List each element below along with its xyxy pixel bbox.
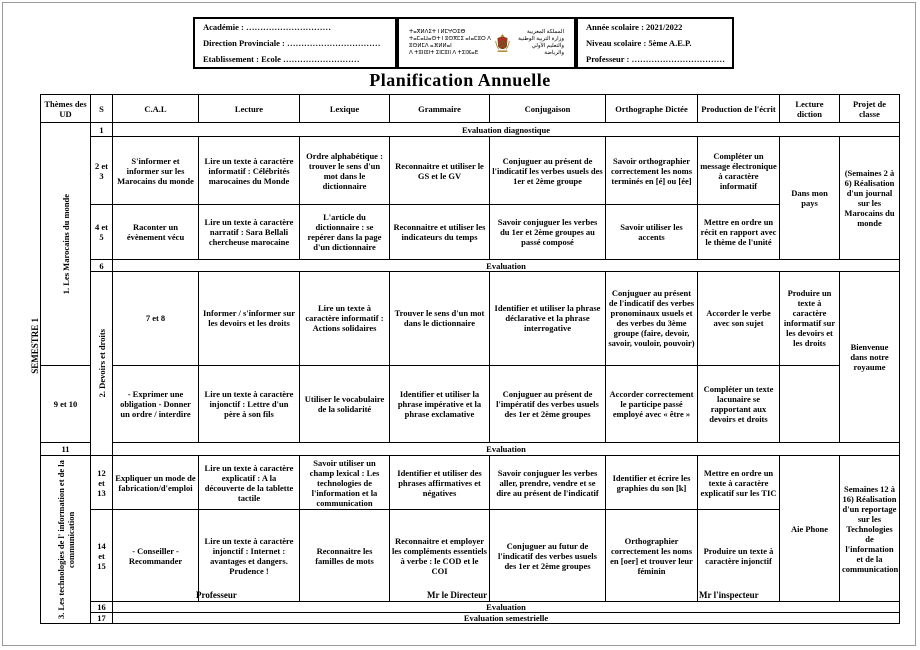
theme-3-label: 3. Les technologies de l' information et de la communication [55,460,76,619]
moroccan-emblem-icon [495,28,510,58]
page-title: Planification Annuelle [369,70,551,90]
week-cell: 9 et 10 [41,365,91,442]
grammaire-cell: Identifier et utiliser la phrase déclarative et la phrase interrogative [490,272,606,366]
col-header-cal: C.A.L [113,95,199,123]
col-header-diction: Lecture diction [780,95,840,123]
grammaire-cell: Reconnaitre et employer les compléments essentiels à verbe : le COD et le COI [390,510,490,602]
lexique-cell: Trouver le sens d'un mot dans le dictionnaire [390,272,490,366]
orthographe-cell: Accorder correctement le participe passé employé avec « être » [606,365,698,442]
production-cell: Compléter un texte lacunaire se rapportant aux devoirs et droits [698,365,780,442]
col-header-conjugaison: Conjugaison [490,95,606,123]
production-cell: Produire un texte à caractère informatif sur les devoirs et les droits [780,272,840,366]
orthographe-cell: Identifier et écrire les graphies du son [k] [606,456,698,510]
table-row-week-9-10 [41,365,900,442]
annee-field: Année scolaire : 2021/2022 [586,22,683,32]
conjugaison-cell: Savoir conjuguer les verbes du 1er et 2ème groupes au passé composé [490,205,606,260]
week-cell: 16 [91,602,113,613]
col-header-themes: Thèmes des UD [41,95,91,123]
week-cell: 14 et 15 [91,510,113,602]
diction-cell: Aie Phone [780,456,840,602]
semestre-label: SEMESTRE 1 [30,318,40,374]
cal-cell: Informer / s'informer sur les devoirs et les droits [199,272,300,366]
orthographe-cell: Orthographier correctement les noms en [oer] et trouver leur féminin [606,510,698,602]
col-header-s: S [91,95,113,123]
lecture-cell: Lire un texte à caractère narratif : Sara Bellali chercheuse marocaine [199,205,300,260]
week-cell: 6 [91,260,113,272]
table-row-week-2-3 [41,137,900,205]
col-header-lecture: Lecture [199,95,300,123]
production-cell: Mettre en ordre un texte à caractère explicatif sur les TIC [698,456,780,510]
etablissement-field: Etablissement : Ecole ……………………… [203,54,360,64]
week-cell: 4 et 5 [91,205,113,260]
lecture-cell: Lire un texte à caractère informatif : Célébrités marocaines du Monde [199,137,300,205]
cal-cell: Raconter un évènement vécu [113,205,199,260]
direction-field: Direction Provinciale : …………………………… [203,38,381,48]
signatures-row [0,590,920,604]
header-school-box [576,17,734,69]
planning-table [40,94,900,624]
projet-cell: (Semaines 2 à 6) Réalisation d'un journal sur les Marocains du monde [840,137,900,260]
table-row-week-17 [41,613,900,624]
theme-1-label: 1. Les Marocains du monde [60,193,71,294]
table-row-week-1 [41,123,900,137]
academie-field: Académie : ………………………… [203,22,331,32]
theme-2-label: 2. Devoirs et droits [96,329,107,398]
table-header-row [41,95,900,123]
evaluation-cell: Evaluation [113,260,900,272]
projet-cell: Semaines 12 à 16) Réalisation d'un reportage sur les Technologies de l'information et de la communication [840,456,900,602]
table-row-week-4-5 [41,205,900,260]
lexique-cell: Ordre alphabétique : trouver le sens d'un mot dans le dictionnaire [300,137,390,205]
conjugaison-cell: Conjuguer au présent de l'impératif des verbes usuels des 1er et 2ème groupes [490,365,606,442]
cal-cell: - Conseiller - Recommander [113,510,199,602]
header-admin-box [193,17,397,69]
week-cell: 17 [91,613,113,624]
lexique-cell: Savoir utiliser un champ lexical : Les technologies de l'information et la communication [300,456,390,510]
lexique-cell: Reconnaitre les familles de mots [300,510,390,602]
theme-2-cell [91,272,113,456]
grammaire-cell: Reconnaitre et utiliser les indicateurs du temps [390,205,490,260]
lecture-cell: Lire un texte à caractère injonctif : Internet : avantages et dangers. Prudence ! [199,510,300,602]
col-header-lexique: Lexique [300,95,390,123]
conjugaison-cell: Savoir conjuguer les verbes aller, prendre, vendre et se dire au présent de l'indicatif [490,456,606,510]
evaluation-cell: Evaluation [113,443,900,456]
col-header-orthographe: Orthographe Dictée [606,95,698,123]
lexique-cell: Utiliser le vocabulaire de la solidarité [300,365,390,442]
diction-cell: Bienvenue dans notre royaume [840,272,900,443]
eval-diagnostique-cell: Evaluation diagnostique [113,123,900,137]
cal-cell: Expliquer un mode de fabrication/d'emploi [113,456,199,510]
ministry-tifinagh: ⵜⴰⴳⵍⴷⵉⵜ ⵏ ⵍⵎⵖⵔⵉⴱ ⵜⴰⵎⴰⵡⴰⵙⵜ ⵏ ⵓⵙⴳⵎⵉ ⴰⵏⴰⵎⵓⵔ ⴷ ⵓⵙⵍⵎⴷ ⴰⴼⵍⵍⴰⵏ ⴷ ⵜⵓⵏⵏⵓⵏⵜ ⵉⵏⵎⵓⵏⵏ ⴷ ⵜⵉⵏⵣⴰⴹ [409,29,491,56]
lecture-cell: Lire un texte à caractère injonctif : Lettre d'un père à son fils [199,365,300,442]
orthographe-cell: Savoir orthographier correctement les noms terminés en [é] ou [ée] [606,137,698,205]
orthographe-cell: Savoir utiliser les accents [606,205,698,260]
conjugaison-cell: Conjuguer au présent de l'indicatif les verbes usuels des 1er et 2ème groupe [490,137,606,205]
professeur-field: Professeur : …………………………… [586,54,725,64]
niveau-field: Niveau scolaire : 5ème A.E.P. [586,38,692,48]
cal-cell: - Exprimer une obligation - Donner un ordre / interdire [113,365,199,442]
diction-cell: Dans mon pays [780,137,840,260]
header-ministry-box [397,17,576,69]
production-cell: Compléter un message électronique à caractère informatif [698,137,780,205]
signature-professeur: Professeur [196,590,237,600]
table-row-week-14-15 [41,510,900,602]
evaluation-semestrielle-cell: Evaluation semestrielle [113,613,900,624]
production-cell: Produire un texte à caractère injonctif [698,510,780,602]
conjugaison-cell: Conjuguer au présent de l'indicatif des verbes pronominaux usuels et des verbes du 3ème groupe (faire, devoir, savoir, vouloir, pouvoir) [606,272,698,366]
grammaire-cell: Identifier et utiliser des phrases affirmatives et négatives [390,456,490,510]
signature-directeur: Mr le Directeur [427,590,488,600]
week-cell: 12 et 13 [91,456,113,510]
table-row-week-12-13 [41,456,900,510]
lexique-cell: L'article du dictionnaire : se repérer dans la page d'un dictionnaire [300,205,390,260]
evaluation-cell: Evaluation [113,602,900,613]
signature-inspecteur: Mr l'inspecteur [699,590,759,600]
production-cell: Mettre en ordre un récit en rapport avec le thème de l'unité [698,205,780,260]
week-cell: 1 [91,123,113,137]
week-cell: 2 et 3 [91,137,113,205]
grammaire-cell: Reconnaitre et utiliser le GS et le GV [390,137,490,205]
grammaire-cell: Identifier et utiliser la phrase impérative et la phrase exclamative [390,365,490,442]
week-cell: 7 et 8 [113,272,199,366]
cal-cell: S'informer et informer sur les Marocains du monde [113,137,199,205]
week-cell: 11 [41,443,91,456]
table-row-week-7-8 [41,272,900,366]
ministry-arabic: المملكة المغربية وزارة التربية الوطنية والتعليم الأولي والرياضة [518,29,564,56]
theme-1-cell [41,123,91,366]
conjugaison-cell: Conjuguer au futur de l'indicatif des verbes usuels des 1er et 2ème groupes [490,510,606,602]
lecture-cell: Lire un texte à caractère informatif : Actions solidaires [300,272,390,366]
orthographe-cell: Accorder le verbe avec son sujet [698,272,780,366]
lecture-cell: Lire un texte à caractère explicatif : A la découverte de la tablette tactile [199,456,300,510]
col-header-production: Production de l'écrit [698,95,780,123]
table-row-week-6 [41,260,900,272]
col-header-projet: Projet de classe [840,95,900,123]
col-header-grammaire: Grammaire [390,95,490,123]
table-row-week-11 [41,443,900,456]
